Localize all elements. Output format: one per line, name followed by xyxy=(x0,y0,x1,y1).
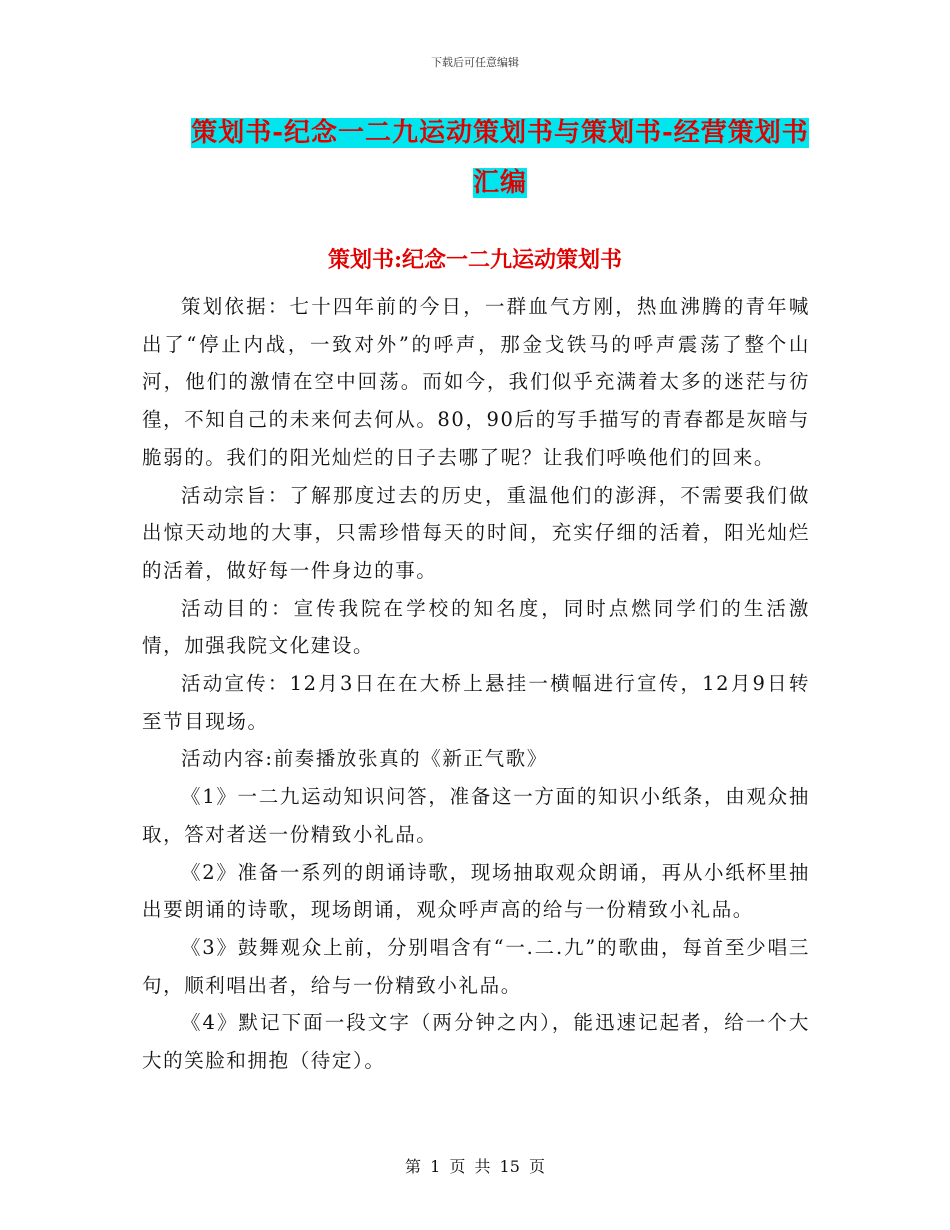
document-title xyxy=(190,108,810,208)
paragraph-purpose: 活动宗旨：了解那度过去的历史，重温他们的澎湃，不需要我们做出惊天动地的大事，只需珍惜每天的时间，充实仔细的活着，阳光灿烂的活着，做好每一件身边的事。 xyxy=(142,483,810,582)
paragraph-basis: 策划依据：七十四年前的今日，一群血气方刚，热血沸腾的青年喊出了“停止内战，一致对外”的呼声，那金戈铁马的呼声震荡了整个山河，他们的激情在空中回荡。而如今，我们似乎充满着太多的迷茫与彷徨，不知自己的未来何去何从。80，90后的写手描写的青春都是灰暗与脆弱的。我们的阳光灿烂的日子去哪了呢？让我们呼唤他们的回来。 xyxy=(142,295,810,469)
paragraph-content: 活动内容:前奏播放张真的《新正气歌》 xyxy=(181,747,548,771)
page-number-footer: 第 1 页 共 15 页 xyxy=(405,1157,545,1176)
title-line-2: 汇编 xyxy=(472,168,527,198)
paragraph-item-3: 《3》鼓舞观众上前，分别唱含有“一.二.九”的歌曲，每首至少唱三句，顺利唱出者，给与一份精致小礼品。 xyxy=(142,935,810,997)
section-title: 策划书:纪念一二九运动策划书 xyxy=(327,247,623,273)
paragraph-item-1: 《1》一二九运动知识问答，准备这一方面的知识小纸条，由观众抽取，答对者送一份精致小礼品。 xyxy=(142,785,810,846)
paragraph-item-4: 《4》默记下面一段文字（两分钟之内），能迅速记起者，给一个大大的笑脸和拥抱（待定）。 xyxy=(142,1011,810,1073)
paragraph-goal: 活动目的：宣传我院在学校的知名度，同时点燃同学们的生活激情，加强我院文化建设。 xyxy=(142,596,810,658)
paragraph-item-2: 《2》准备一系列的朗诵诗歌，现场抽取观众朗诵，再从小纸杯里抽出要朗诵的诗歌，现场朗诵，观众呼声高的给与一份精致小礼品。 xyxy=(142,860,810,922)
paragraph-promotion: 活动宣传：12月3日在在大桥上悬挂一横幅进行宣传，12月9日转至节目现场。 xyxy=(142,672,810,733)
header-note: 下载后可任意编辑 xyxy=(431,56,519,69)
title-line-1: 策划书-纪念一二九运动策划书与策划书-经营策划书 xyxy=(191,118,809,148)
document-body xyxy=(142,288,810,1080)
